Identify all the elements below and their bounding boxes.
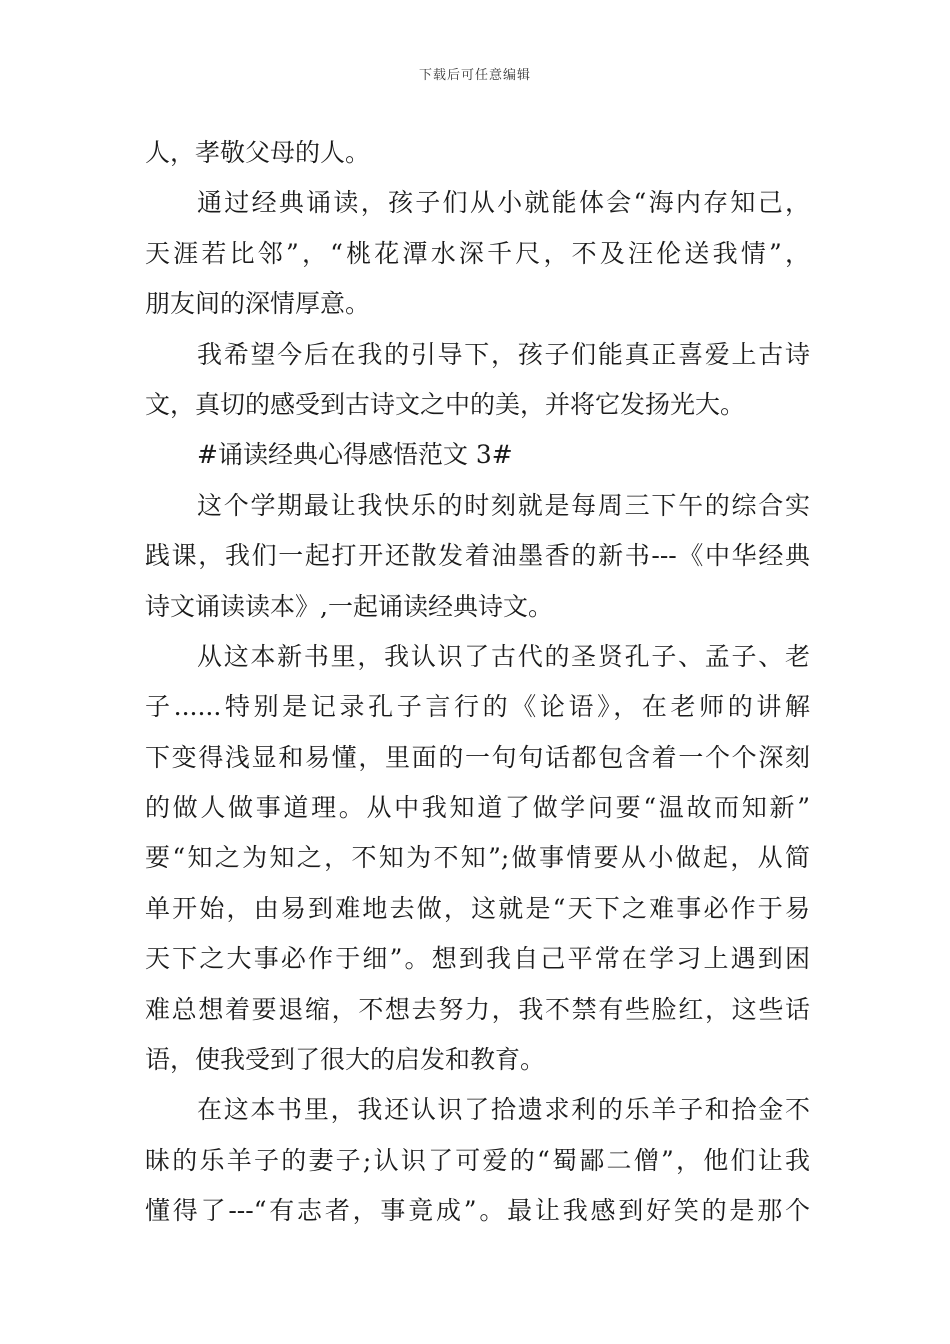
document-body (145, 128, 810, 1237)
text-line: 朋友间的深情厚意。 (145, 289, 371, 319)
text-line: 天下之大事必作于细”。想到我自己平常在学习上遇到困 (145, 944, 810, 974)
text-line: 的做人做事道理。从中我知道了做学问要“温故而知新” (145, 793, 810, 823)
text-line: 诗文诵读读本》,一起诵读经典诗文。 (145, 591, 553, 621)
text-line: 下变得浅显和易懂，里面的一句句话都包含着一个个深刻 (145, 742, 810, 772)
text-line: 人，孝敬父母的人。 (145, 138, 371, 167)
text-line: 语，使我受到了很大的启发和教育。 (145, 1045, 546, 1075)
text-line: 天涯若比邻”，“桃花潭水深千尺，不及汪伦送我情”， (145, 238, 810, 268)
text-line: 通过经典诵读，孩子们从小就能体会“海内存知己， (197, 188, 810, 218)
text-line: 我希望今后在我的引导下，孩子们能真正喜爱上古诗 (197, 339, 810, 369)
text-line: 子......特别是记录孔子言行的《论语》，在老师的讲解 (145, 692, 810, 722)
text-line: 难总想着要退缩，不想去努力，我不禁有些脸红，这些话 (145, 994, 810, 1024)
text-line: 这个学期最让我快乐的时刻就是每周三下午的综合实 (197, 490, 810, 520)
text-line: 昧的乐羊子的妻子;认识了可爱的“蜀鄙二僧”，他们让我 (145, 1145, 810, 1175)
text-line: 要“知之为知之，不知为不知”;做事情要从小做起，从简 (145, 843, 810, 873)
page-header: 下载后可任意编辑 (418, 68, 531, 83)
text-line: #诵读经典心得感悟范文 3# (197, 440, 513, 470)
text-line: 懂得了---“有志者，事竟成”。最让我感到好笑的是那个 (145, 1196, 810, 1226)
text-line: 从这本新书里，我认识了古代的圣贤孔子、孟子、老 (197, 641, 810, 671)
text-line: 践课，我们一起打开还散发着油墨香的新书---《中华经典 (145, 541, 810, 571)
text-line: 在这本书里，我还认识了拾遗求利的乐羊子和拾金不 (197, 1095, 810, 1125)
text-line: 文，真切的感受到古诗文之中的美，并将它发扬光大。 (145, 389, 746, 419)
text-line: 单开始，由易到难地去做，这就是“天下之难事必作于易 (145, 893, 810, 923)
